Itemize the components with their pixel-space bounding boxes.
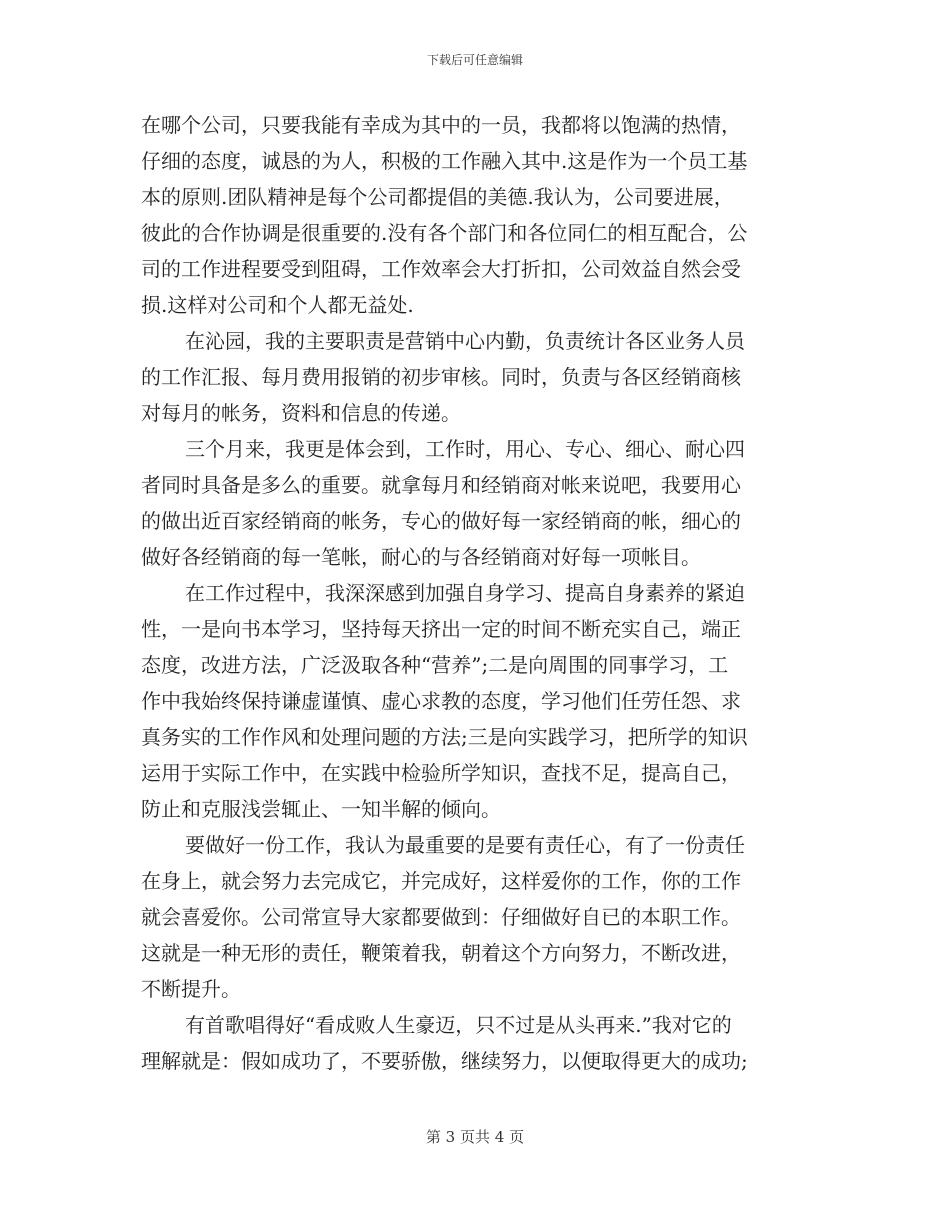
paragraph (141, 107, 831, 323)
text-line: 不断提升。 (141, 977, 241, 1001)
text-line: 这就是一种无形的责任，鞭策着我，朝着这个方向努力，不断改进， (141, 941, 741, 965)
text-line: 损.这样对公司和个人都无益处. (141, 293, 414, 317)
text-line: 作中我始终保持谦虚谨慎、虚心求教的态度，学习他们任劳任怨、求 (141, 689, 741, 713)
text-line: 对每月的帐务，资料和信息的传递。 (141, 401, 461, 425)
text-line: 三个月来，我更是体会到，工作时，用心、专心、细心、耐心四 (185, 437, 745, 461)
text-line: 在工作过程中，我深深感到加强自身学习、提高自身素养的紧迫 (185, 581, 745, 605)
paragraph (141, 431, 831, 575)
text-line: 仔细的态度，诚恳的为人，积极的工作融入其中.这是作为一个员工基 (141, 149, 748, 173)
text-line: 做好各经销商的每一笔帐，耐心的与各经销商对好每一项帐目。 (141, 545, 701, 569)
text-line: 在哪个公司，只要我能有幸成为其中的一员，我都将以饱满的热情， (141, 113, 741, 137)
text-line: 者同时具备是多么的重要。就拿每月和经销商对帐来说吧，我要用心 (141, 473, 741, 497)
paragraph (141, 1007, 831, 1079)
text-line: 的工作汇报、每月费用报销的初步审核。同时，负责与各区经销商核 (141, 365, 741, 389)
text-line: 理解就是：假如成功了，不要骄傲，继续努力，以便取得更大的成功; (141, 1049, 748, 1073)
text-line: 防止和克服浅尝辄止、一知半解的倾向。 (141, 797, 501, 821)
text-line: 真务实的工作作风和处理问题的方法;三是向实践学习，把所学的知识 (141, 725, 748, 749)
paragraph (141, 827, 831, 1007)
paragraph (141, 323, 831, 431)
text-line: 本的原则.团队精神是每个公司都提倡的美德.我认为，公司要进展， (141, 185, 734, 209)
page-header: 下载后可任意编辑 (426, 53, 523, 67)
text-line: 运用于实际工作中，在实践中检验所学知识，查找不足，提高自己， (141, 761, 741, 785)
text-line: 在身上，就会努力去完成它，并完成好，这样爱你的工作，你的工作 (141, 869, 741, 893)
text-line: 要做好一份工作，我认为最重要的是要有责任心，有了一份责任 (185, 833, 745, 857)
text-line: 彼此的合作协调是很重要的.没有各个部门和各位同仁的相互配合，公 (141, 221, 748, 245)
body-text (141, 107, 831, 1079)
text-line: 的做出近百家经销商的帐务，专心的做好每一家经销商的帐，细心的 (141, 509, 741, 533)
text-line: 态度，改进方法，广泛汲取各种“营养”;二是向周围的同事学习，工 (141, 653, 729, 677)
text-line: 司的工作进程要受到阻碍，工作效率会大打折扣，公司效益自然会受 (141, 257, 741, 281)
text-line: 就会喜爱你。公司常宣导大家都要做到：仔细做好自已的本职工作。 (141, 905, 741, 929)
page-footer: 第 3 页共 4 页 (425, 1128, 525, 1146)
text-line: 性，一是向书本学习，坚持每天挤出一定的时间不断充实自己，端正 (141, 617, 741, 641)
text-line: 在沁园，我的主要职责是营销中心内勤，负责统计各区业务人员 (185, 329, 745, 353)
paragraph (141, 575, 831, 827)
text-line: 有首歌唱得好“看成败人生豪迈，只不过是从头再来.”我对它的 (185, 1013, 732, 1037)
